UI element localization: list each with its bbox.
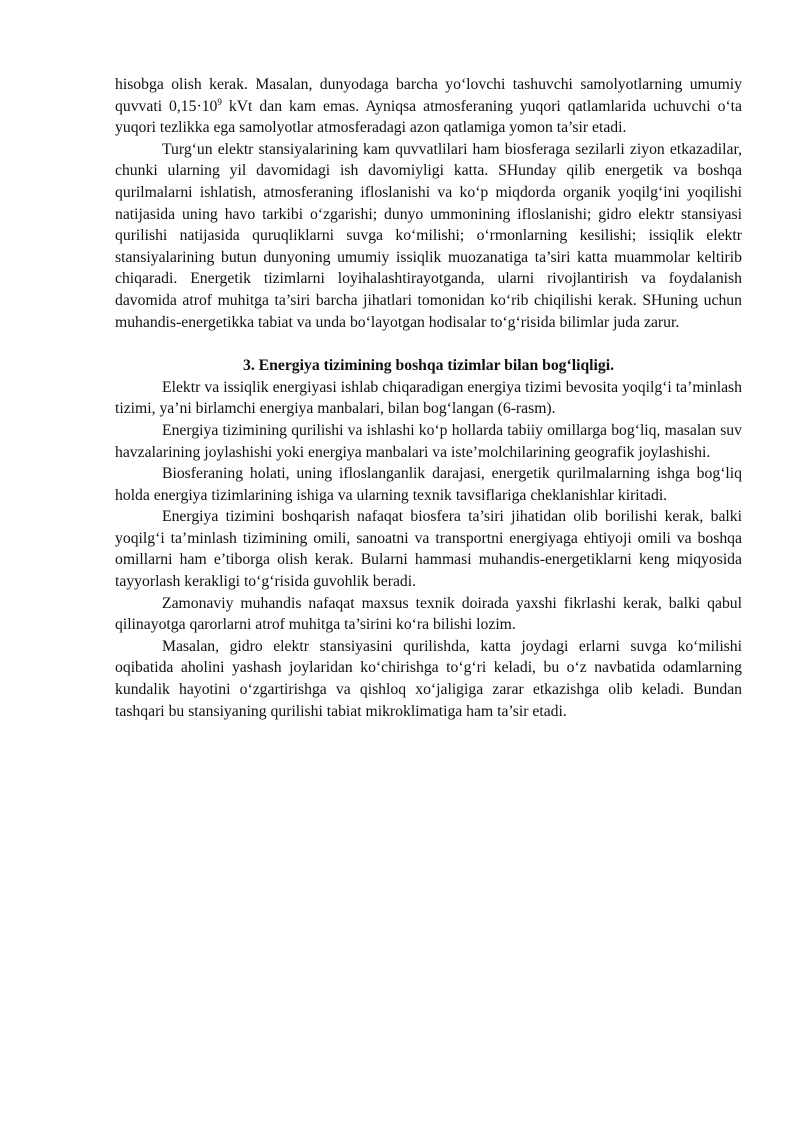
paragraph: Masalan, gidro elektr stansiyasini qurilishda, katta joydagi erlarni suvga ko‘milishi oqibatida aholini yashash joylaridan ko‘chirishga to‘g‘ri keladi, bu o‘z navbatida odamlarning kundalik hayotini o‘zgartirishga va qishloq xo‘jaligiga zarar etkazishga olib keladi. Bundan tashqari bu stansiyaning qurilishi tabiat mikroklimatiga ham ta’sir etadi. (115, 637, 742, 720)
paragraph: Energiya tizimining qurilishi va ishlashi ko‘p hollarda tabiiy omillarga bog‘liq, masalan suv havzalarining joylashishi yoki energiya manbalari va iste’molchilarining geografik joylashishi. (115, 421, 742, 461)
paragraph-text-pre: hisobga olish kerak. Masalan, dunyodaga barcha yo‘lovchi tashuvchi samolyotlarning umumiy quvvati 0,15·10 (115, 76, 742, 115)
document-page (115, 74, 742, 722)
section-heading: 3. Energiya tizimining boshqa tizimlar bilan bog‘liqligi. (242, 357, 615, 375)
paragraph: Zamonaviy muhandis nafaqat maxsus texnik doirada yaxshi fikrlashi kerak, balki qabul qilinayotga qarorlarni atrof muhitga ta’sirini ko‘ra bilishi lozim. (115, 594, 742, 634)
paragraph: Energiya tizimini boshqarish nafaqat biosfera ta’siri jihatidan olib borilishi kerak, balki yoqilg‘i ta’minlash tizimining omili, sanoatni va transportni energiyaga ehtiyoji omili va boshqa omillarni ham e’tiborga olish kerak. Bularni hammasi muhandis-energetiklarni keng miqyosida tayyorlash kerakligi to‘g‘risida guvohlik beradi. (115, 508, 742, 591)
paragraph-text-post: kVt dan kam emas. Ayniqsa atmosferaning yuqori qatlamlarida uchuvchi o‘ta yuqori tezlikka ega samolyotlar atmosferadagi azon qatlamiga yomon ta’sir etadi. (115, 97, 743, 137)
paragraph: Elektr va issiqlik energiyasi ishlab chiqaradigan energiya tizimi bevosita yoqilg‘i ta’minlash tizimi, ya’ni birlamchi energiya manbalari, bilan bog‘langan (6-rasm). (115, 378, 742, 418)
paragraph: Biosferaning holati, uning ifloslanganlik darajasi, energetik qurilmalarning ishga bog‘liq holda energiya tizimlarining ishiga va ularning texnik tavsiflariga cheklanishlar kiritadi. (115, 465, 742, 504)
paragraph-continued (115, 74, 742, 139)
exponent: 9 (217, 96, 222, 107)
paragraph: Turg‘un elektr stansiyalarining kam quvvatlilari ham biosferaga sezilarli ziyon etkazadilar, chunki ularning yil davomidagi ish davomiyligi katta. SHunday qilib energetik va boshqa qurilmalarni ishlatish, atmosferaning ifloslanishi va ko‘p miqdorda organik yoqilg‘ini yoqilishi natijasida uning havo tarkibi o‘zgarishi; dunyo ummonining ifloslanishi; gidro elektr stansiyasi qurilishi natijasida quruqliklarni suvga ko‘milishi; o‘rmonlarning kesilishi; issiqlik elektr stansiyalarining butun dunyoning umumiy issiqlik muozanatiga ta’siri katta muammolar keltirib chiqaradi. Energetik tizimlarni loyihalashtirayotganda, ularni rivojlantirish va foydalanish davomida atrof muhitga ta’siri barcha jihatlari tomonidan ko‘rib chiqilishi kerak. SHuning uchun muhandis-energetikka tabiat va unda bo‘layotgan hodisalar to‘g‘risida bilimlar juda zarur. (115, 140, 742, 331)
